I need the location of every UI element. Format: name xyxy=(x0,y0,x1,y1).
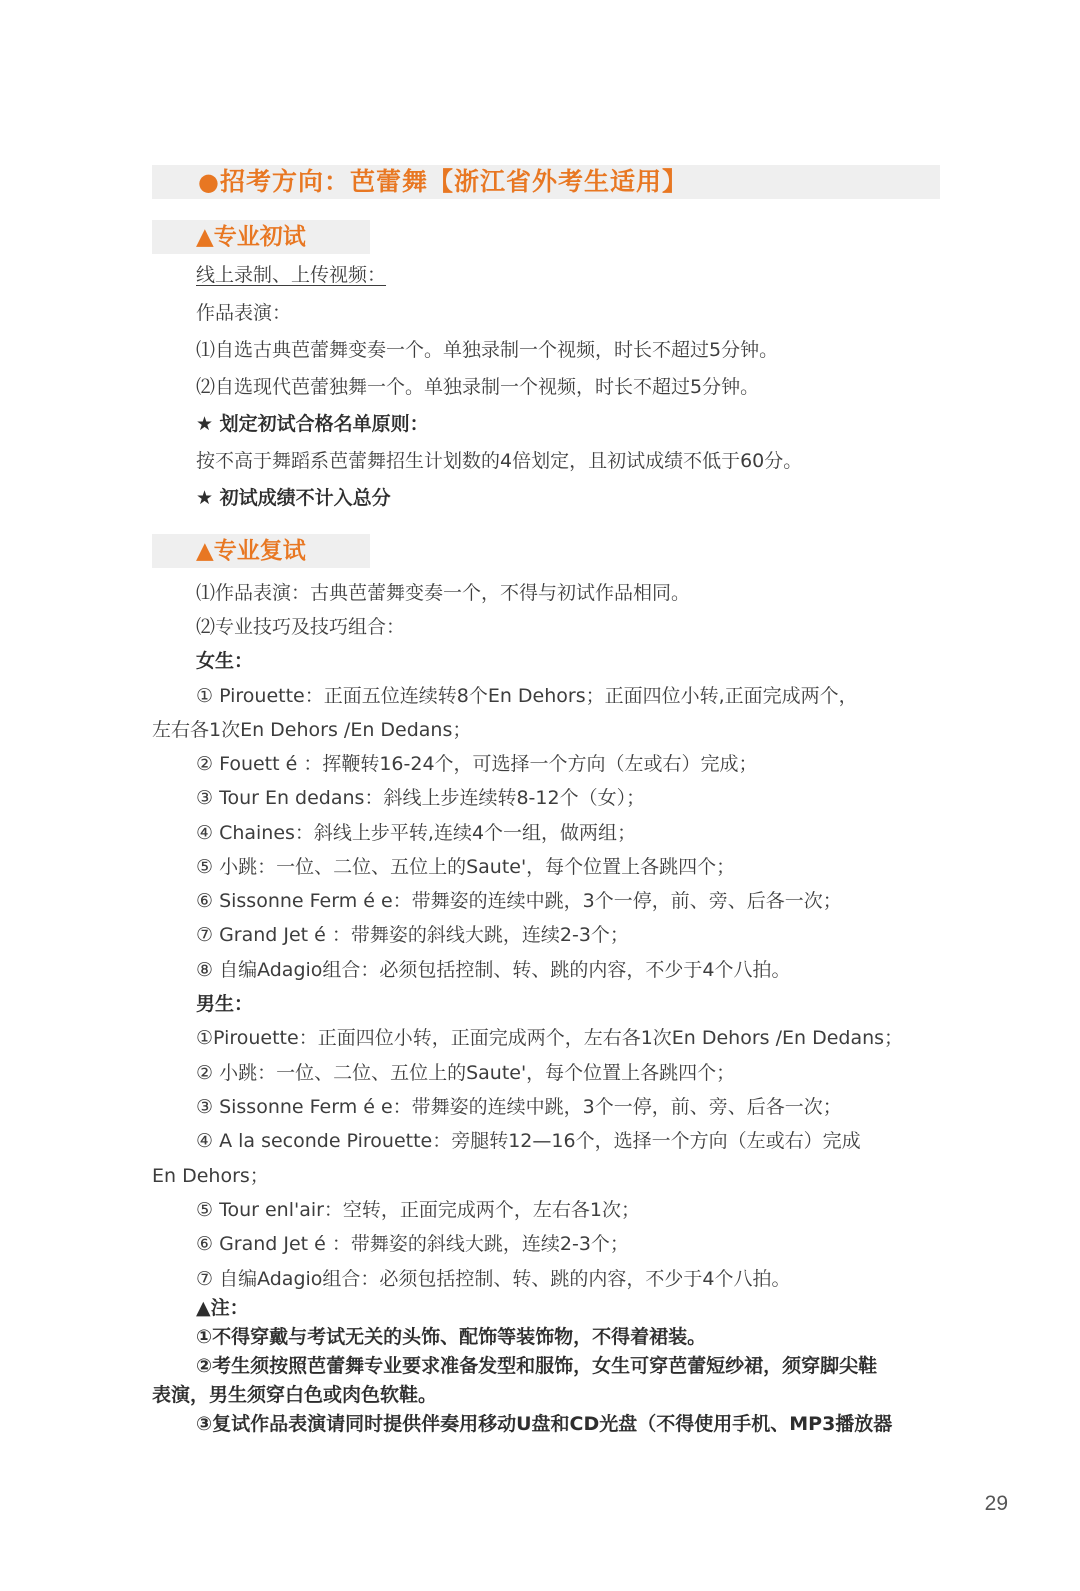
upload-label: 线上录制、上传视频： xyxy=(196,264,387,286)
note-item: ③复试作品表演请同时提供伴奏用移动U盘和CD光盘（不得使用手机、MP3播放器 xyxy=(196,1413,893,1435)
female-skill-item: ④ Chaines：斜线上步平转,连续4个一组，做两组； xyxy=(196,822,637,844)
male-label: 男生： xyxy=(196,993,254,1015)
principle-label: ★ 划定初试合格名单原则： xyxy=(196,413,429,435)
female-skill-item: ⑤ 小跳：一位、二位、五位上的Saute'，每个位置上各跳四个； xyxy=(196,856,736,878)
works-label: 作品表演： xyxy=(196,302,292,324)
preliminary-note: ★ 初试成绩不计入总分 xyxy=(196,487,391,509)
section-title-text: 招考方向：芭蕾舞【浙江省外考生适用】 xyxy=(219,167,688,196)
male-skill-item: ⑥ Grand Jet é ：带舞姿的斜线大跳，连续2-3个； xyxy=(196,1233,629,1255)
note-item-continued: 表演，男生须穿白色或肉色软鞋。 xyxy=(152,1384,438,1406)
subsection-heading-retest: ▲专业复试 xyxy=(196,538,306,564)
male-skill-item: ⑦ 自编Adagio组合：必须包括控制、转、跳的内容，不少于4个八拍。 xyxy=(196,1268,791,1290)
bullet-icon: ● xyxy=(198,168,220,196)
male-skill-item: ⑤ Tour enl'air：空转，正面完成两个，左右各1次； xyxy=(196,1199,641,1221)
notes-label: ▲注： xyxy=(196,1297,249,1319)
note-item: ②考生须按照芭蕾舞专业要求准备发型和服饰，女生可穿芭蕾短纱裙，须穿脚尖鞋 xyxy=(196,1355,878,1377)
preliminary-item: ⑵自选现代芭蕾独舞一个。单独录制一个视频，时长不超过5分钟。 xyxy=(196,376,760,398)
female-skill-item: ⑧ 自编Adagio组合：必须包括控制、转、跳的内容，不少于4个八拍。 xyxy=(196,959,791,981)
subsection-heading-bar-preliminary xyxy=(152,220,370,254)
female-label: 女生： xyxy=(196,650,254,672)
female-skill-item: ⑦ Grand Jet é ：带舞姿的斜线大跳，连续2-3个； xyxy=(196,924,629,946)
page-number: 29 xyxy=(984,1492,1008,1515)
female-skill-item: ⑥ Sissonne Ferm é e：带舞姿的连续中跳，3个一停，前、旁、后各一次； xyxy=(196,890,842,912)
section-title xyxy=(198,165,688,199)
male-skill-item: ③ Sissonne Ferm é e：带舞姿的连续中跳，3个一停，前、旁、后各一次； xyxy=(196,1096,842,1118)
note-item: ①不得穿戴与考试无关的头饰、配饰等装饰物，不得着裙装。 xyxy=(196,1326,707,1348)
female-skill-item: ① Pirouette：正面五位连续转8个En Dehors；正面四位小转,正面完成两个， xyxy=(196,685,858,707)
male-skill-item: ④ A la seconde Pirouette：旁腿转12—16个，选择一个方向（左或右）完成 xyxy=(196,1130,861,1152)
female-skill-item: ② Fouett é ：挥鞭转16-24个，可选择一个方向（左或右）完成； xyxy=(196,753,758,775)
subsection-heading-bar-retest xyxy=(152,534,370,568)
subsection-heading-preliminary: ▲专业初试 xyxy=(196,224,306,250)
male-skill-item: ② 小跳：一位、二位、五位上的Saute'，每个位置上各跳四个； xyxy=(196,1062,736,1084)
principle-text: 按不高于舞蹈系芭蕾舞招生计划数的4倍划定，且初试成绩不低于60分。 xyxy=(196,450,803,472)
male-skill-item: ①Pirouette：正面四位小转，正面完成两个，左右各1次En Dehors /En Dedans； xyxy=(196,1027,904,1049)
retest-item: ⑵专业技巧及技巧组合： xyxy=(196,616,406,638)
section-title-bar xyxy=(152,165,940,199)
female-skill-item: ③ Tour En dedans：斜线上步连续转8-12个（女）； xyxy=(196,787,646,809)
male-skill-item-continued: En Dehors； xyxy=(152,1165,269,1187)
female-skill-item-continued: 左右各1次En Dehors /En Dedans； xyxy=(152,719,472,741)
preliminary-item: ⑴自选古典芭蕾舞变奏一个。单独录制一个视频，时长不超过5分钟。 xyxy=(196,339,779,361)
retest-item: ⑴作品表演：古典芭蕾舞变奏一个，不得与初试作品相同。 xyxy=(196,582,691,604)
